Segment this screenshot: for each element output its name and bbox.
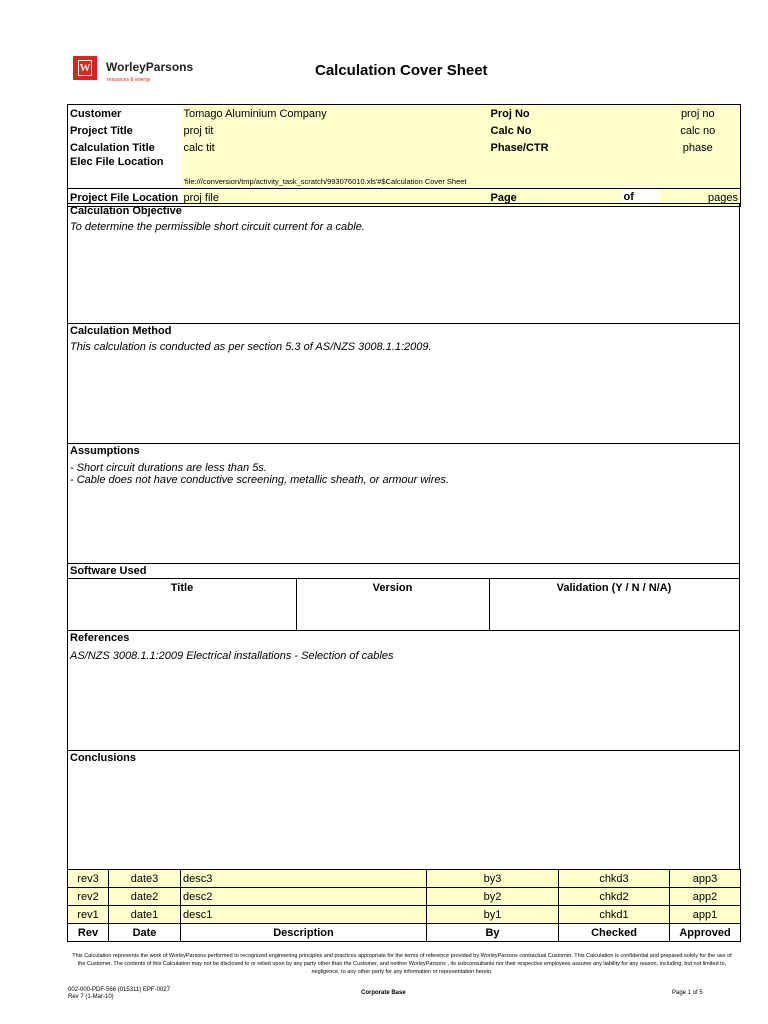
proj-file-value[interactable]: proj file <box>182 189 489 207</box>
revision-row <box>68 906 741 924</box>
elec-file-label: Elec File Location <box>70 156 164 168</box>
document-code <box>68 987 170 1001</box>
software-col-validation-label: Validation (Y / N / N/A) <box>556 582 672 594</box>
software-title: Software Used <box>70 565 147 577</box>
date-header: Date <box>109 924 181 942</box>
software-table <box>68 578 739 631</box>
rev-header: Rev <box>68 924 109 942</box>
calc-no-value[interactable]: calc no <box>618 122 741 139</box>
date-cell[interactable]: date2 <box>109 888 181 906</box>
approved-cell[interactable]: app1 <box>692 908 718 921</box>
logo-icon <box>73 56 97 80</box>
calc-title-value[interactable]: calc tit <box>182 139 489 156</box>
desc-cell[interactable]: desc2 <box>181 888 427 906</box>
desc-cell[interactable]: desc3 <box>181 870 427 888</box>
rev-info: Rev 7 (1-Mar-10) <box>68 994 114 1000</box>
software-col-version <box>296 579 490 631</box>
references-text[interactable]: AS/NZS 3008.1.1:2009 Electrical installations - Selection of cables <box>70 650 394 662</box>
software-col-validation <box>489 579 739 631</box>
description-header: Description <box>181 924 427 942</box>
assumptions-title: Assumptions <box>70 445 140 457</box>
objective-section <box>67 203 740 324</box>
software-col-title-label: Title <box>170 582 194 594</box>
info-table <box>67 104 741 207</box>
by-cell[interactable]: by2 <box>427 888 559 906</box>
phase-label: Phase/CTR <box>489 139 618 156</box>
footer-center: Corporate Base <box>361 990 406 996</box>
proj-no-value[interactable]: proj no <box>618 105 741 123</box>
approved-cell[interactable]: app2 <box>692 890 718 903</box>
by-cell[interactable]: by1 <box>427 906 559 924</box>
calc-no-label: Calc No <box>489 122 618 139</box>
software-section <box>67 563 740 631</box>
rev-cell[interactable]: rev1 <box>68 906 109 924</box>
page-number: Page 1 of 5 <box>672 990 703 996</box>
date-cell[interactable]: date3 <box>109 870 181 888</box>
rev-cell[interactable]: rev3 <box>68 870 109 888</box>
method-section <box>67 323 740 444</box>
phase-value[interactable]: phase <box>618 139 741 156</box>
revision-header-row <box>68 924 741 942</box>
disclaimer-text: This Calculation represents the work of WorleyParsons performed to recognized engineering principles and practices appropriate for the terms of reference provided by WorleyParsons contractual Customer. This Calculation is confidential and prepared solely for the use of the Customer. The contents of this Calculation may not be disclosed to or relied upon by any party other than the Customer, and neither WorleyParsons , its subconsultants nor their respective employees assume any liability for any reason, including, but not limited to, negligence, to any other party for any information or representation herein. <box>72 953 732 975</box>
date-cell[interactable]: date1 <box>109 906 181 924</box>
by-cell[interactable]: by3 <box>427 870 559 888</box>
proj-no-label: Proj No <box>489 105 618 123</box>
project-title-value[interactable]: proj tit <box>182 122 489 139</box>
by-header: By <box>427 924 559 942</box>
doc-code: 002-000-PDF-566 (015311) EPF-0027 <box>68 987 170 993</box>
logo-letter: W <box>79 62 91 74</box>
software-col-title <box>68 579 297 631</box>
desc-cell[interactable]: desc1 <box>181 906 427 924</box>
assumptions-section <box>67 443 740 564</box>
customer-label: Customer <box>70 107 122 120</box>
project-title-label: Project Title <box>70 124 133 137</box>
references-section <box>67 630 740 751</box>
assumptions-text[interactable]: - Short circuit durations are less than 5s. - Cable does not have conductive screening, metallic sheath, or armour wires. <box>70 462 450 486</box>
pages-label: pages <box>708 191 739 204</box>
calc-title-label: Calculation Title <box>70 141 155 154</box>
of-label: of <box>622 191 660 203</box>
objective-text[interactable]: To determine the permissible short circuit current for a cable. <box>70 221 365 233</box>
references-title: References <box>70 632 130 644</box>
method-text[interactable]: This calculation is conducted as per section 5.3 of AS/NZS 3008.1.1:2009. <box>70 341 432 353</box>
rev-cell[interactable]: rev2 <box>68 888 109 906</box>
conclusions-section <box>67 750 740 870</box>
checked-cell[interactable]: chkd2 <box>559 888 670 906</box>
objective-title: Calculation Objective <box>70 205 182 217</box>
approved-header: Approved <box>679 926 731 939</box>
company-name: WorleyParsons <box>106 60 194 74</box>
revision-table <box>67 869 741 942</box>
checked-cell[interactable]: chkd3 <box>559 870 670 888</box>
customer-value[interactable]: Tomago Aluminium Company <box>182 105 489 123</box>
elec-file-value[interactable]: 'file:///conversion/tmp/activity_task_scratch/993076010.xls'#$Calculation Cover Sheet <box>182 156 741 189</box>
checked-header: Checked <box>559 924 670 942</box>
software-col-version-label: Version <box>372 582 413 594</box>
page-title: Calculation Cover Sheet <box>315 62 488 79</box>
conclusions-title: Conclusions <box>70 752 137 764</box>
checked-cell[interactable]: chkd1 <box>559 906 670 924</box>
approved-cell[interactable]: app3 <box>692 872 718 885</box>
page-label: Page <box>489 189 618 207</box>
revision-row <box>68 870 741 888</box>
method-title: Calculation Method <box>70 325 172 337</box>
revision-row <box>68 888 741 906</box>
proj-file-label: Project File Location <box>70 191 179 204</box>
company-tagline: resources & energy <box>107 77 151 83</box>
